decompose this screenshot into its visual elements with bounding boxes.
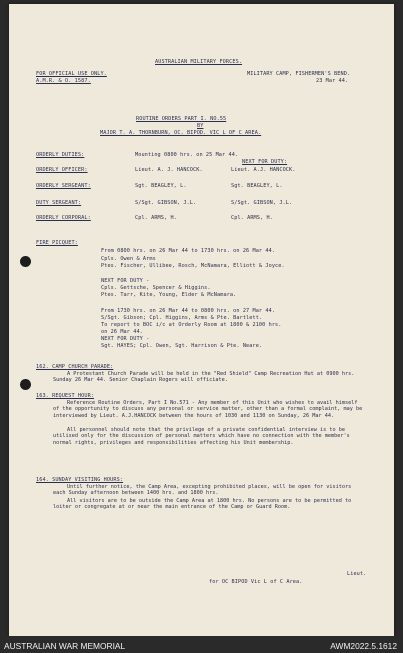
punch-hole bbox=[20, 256, 31, 267]
doc-header: AUSTRALIAN MILITARY FORCES. bbox=[155, 59, 243, 65]
signature-rank: Lieut. bbox=[347, 571, 367, 577]
footer-right-text: AWM2022.5.1612 bbox=[330, 641, 397, 651]
fire-line: Cpls. Gettsche, Spencer & Higgins. bbox=[101, 285, 211, 291]
fire-line: To report to BOC i/c at Orderly Room at 1800 & 2100 hrs. bbox=[101, 322, 282, 328]
fire-line: NEXT FOR DUTY - bbox=[101, 278, 150, 284]
orders-by: BY bbox=[197, 123, 204, 129]
duty-value: Lieut. A. J. HANCOCK. bbox=[135, 167, 203, 173]
duty-next-value: Lieut. A.J. HANCOCK. bbox=[231, 167, 296, 173]
next-for-duty-heading: NEXT FOR DUTY: bbox=[242, 159, 288, 165]
duty-next-value: Sgt. BEAGLEY, L. bbox=[231, 183, 283, 189]
section-162-body: A Protestant Church Parade will be held in the "Red Shield" Camp Recreation Hut at 0900 hrs. Sunday 26 Mar 44. Senior Chaplain Rogers will officiate. bbox=[53, 371, 355, 384]
duty-next-value: S/Sgt. GIBSON, J.L. bbox=[231, 200, 293, 206]
duty-value: Sgt. BEAGLEY, L. bbox=[135, 183, 187, 189]
fire-line: From 0800 hrs. on 26 Mar 44 to 1730 hrs. on 26 Mar 44. bbox=[101, 248, 276, 254]
fire-line: Sgt. HAYES; Cpl. Owen, Sgt. Harrison & Pte. Neare. bbox=[101, 343, 263, 349]
section-162-heading: 162. CAMP CHURCH PARADE: bbox=[36, 364, 114, 370]
duty-next-value: Cpl. ARMS, H. bbox=[231, 215, 273, 221]
section-164-heading: 164. SUNDAY VISITING HOURS: bbox=[36, 477, 124, 483]
duty-label: ORDERLY DUTIES: bbox=[36, 152, 85, 158]
fire-line: Cpls. Owen & Arms bbox=[101, 256, 156, 262]
fire-line: NEXT FOR DUTY - bbox=[101, 336, 150, 342]
section-163-heading: 163. REQUEST HOUR: bbox=[36, 393, 95, 399]
orders-commander: MAJOR T. A. THORNBURN, OC. BIPOD. VIC L OF C AREA. bbox=[100, 130, 262, 136]
fire-picquet-label: FIRE PICQUET: bbox=[36, 240, 78, 246]
section-164-body-1: Until further notice, the Camp Area, excepting prohibited places, will be open for visitors each Sunday afternoon between 1400 hrs. and 1800 hrs. bbox=[53, 484, 352, 497]
duty-value: Mounting 0800 hrs. on 25 Mar 44. bbox=[135, 152, 239, 158]
signature-for: for OC BIPOD Vic L of C Area. bbox=[209, 579, 303, 585]
archive-footer bbox=[0, 636, 403, 653]
duty-label: ORDERLY SERGEANT: bbox=[36, 183, 91, 189]
punch-hole bbox=[20, 379, 31, 390]
section-163-body-1: Reference Routine Orders, Part I No.571 - Any member of this Unit who wishes to avail himself of the opportunity to discuss any personal or service matter, other than a formal complaint, may be interviewed by Lieut. A.J.HANCOCK between the hours of 1030 and 1130 on Sunday, 26 Mar 44. bbox=[53, 400, 363, 419]
official-use-label: FOR OFFICIAL USE ONLY. bbox=[36, 71, 107, 77]
fire-line: Ptes. Fischer, Ullibee, Rosch, McNamara, Elliott & Joyce. bbox=[101, 263, 285, 269]
orders-title: ROUTINE ORDERS PART I. NO.55 bbox=[136, 116, 227, 122]
doc-date: 23 Mar 44. bbox=[316, 78, 349, 84]
camp-name: MILITARY CAMP, FISHERMEN'S BEND. bbox=[247, 71, 351, 77]
duty-label: ORDERLY CORPORAL: bbox=[36, 215, 91, 221]
duty-value: Cpl. ARMS, H. bbox=[135, 215, 177, 221]
fire-line: S/Sgt. Gibson; Cpl. Higgins, Arms & Pte. Bartlett. bbox=[101, 315, 263, 321]
section-163-body-2: All personnel should note that the privilege of a private confidential interview is to be utilised only for the discussion of personal matters which have no connection with the member's normal rights, privileges and responsibilities affecting his Unit membership. bbox=[53, 427, 350, 446]
section-164-body-2: All visitors are to be outside the Camp Area at 1800 hrs. No persons are to be permitted to loiter or congregate at or near the main entrance of the Camp or Guard Room. bbox=[53, 498, 352, 511]
fire-line: From 1730 hrs. on 26 Mar 44 to 0800 hrs. on 27 Mar 44. bbox=[101, 308, 276, 314]
amr-reference: A.M.R. & O. 1587. bbox=[36, 78, 91, 84]
handwritten-note bbox=[33, 14, 57, 32]
duty-label: ORDERLY OFFICER: bbox=[36, 167, 88, 173]
duty-value: S/Sgt. GIBSON, J.L. bbox=[135, 200, 197, 206]
footer-left-text: AUSTRALIAN WAR MEMORIAL bbox=[4, 641, 126, 651]
fire-line: on 26 Mar 44. bbox=[101, 329, 143, 335]
fire-line: Ptes. Tarr, Kite, Young, Elder & McNamara. bbox=[101, 292, 237, 298]
duty-label: DUTY SERGEANT: bbox=[36, 200, 82, 206]
document-page bbox=[9, 4, 394, 636]
